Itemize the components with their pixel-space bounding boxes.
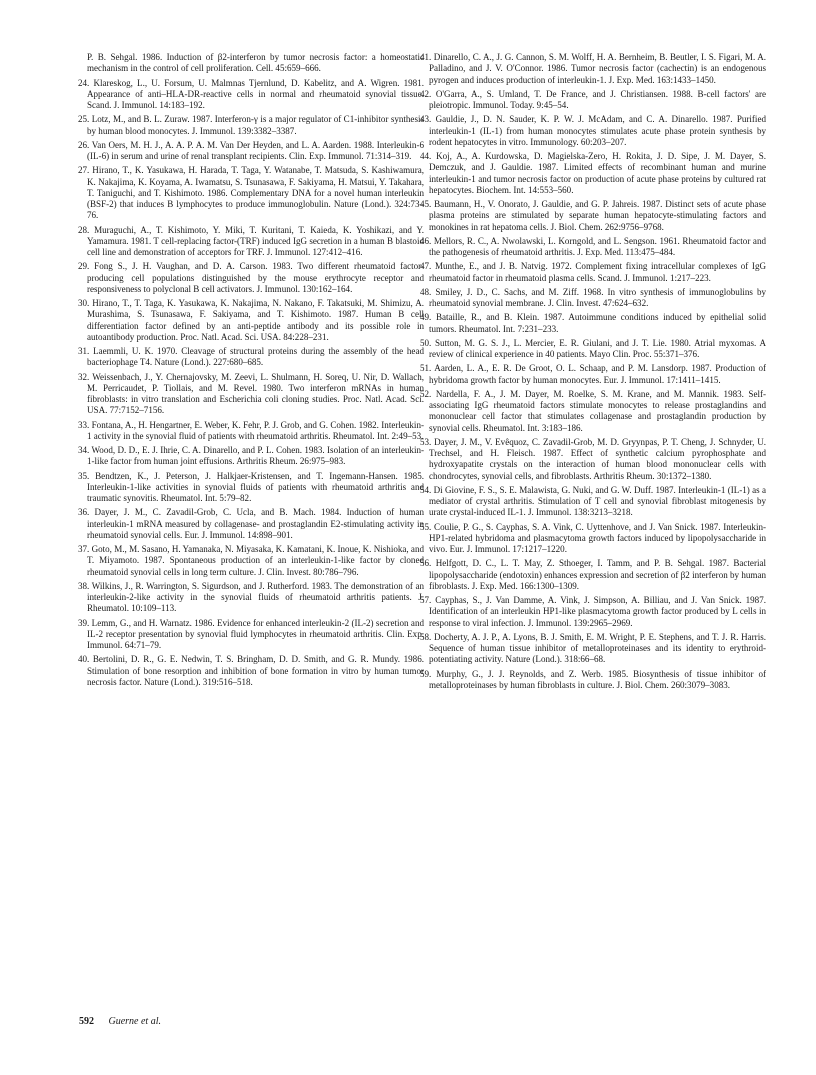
reference-item: 46. Mellors, R. C., A. Nwolawski, L. Korngold, and L. Sengson. 1961. Rheumatoid factor and the pathogenesis of rheumatoid arthritis. J. Exp. Med. 113:475–484. <box>420 235 766 257</box>
reference-item: 28. Muraguchi, A., T. Kishimoto, Y. Miki, T. Kuritani, T. Kaieda, K. Yoshikazi, and Y. Yamamura. 1981. T cell-replacing factor-(TRF) induced IgG secretion in a human B blastoid cell line and demonstration of acceptors for TRF. J. Immunol. 127:412–416. <box>78 224 424 257</box>
reference-item: 52. Nardella, F. A., J. M. Dayer, M. Roelke, S. M. Krane, and M. Mannik. 1983. Self-associating IgG rheumatoid factors stimulate monocytes to release prostaglandins and mononuclear cell factor that stimulates collagenase and prostaglandin production by synovial cells. Rheumatol. Int. 3:183–186. <box>420 388 766 433</box>
reference-item: 25. Lotz, M., and B. L. Zuraw. 1987. Interferon-γ is a major regulator of C1-inhibitor synthesis by human blood monocytes. J. Immunol. 139:3382–3387. <box>78 114 424 136</box>
reference-item: P. B. Sehgal. 1986. Induction of β2-interferon by tumor necrosis factor: a homeostatic mechanism in the control of cell proliferation. Cell. 45:659–666. <box>87 52 424 74</box>
reference-item: 32. Weissenbach, J., Y. Chernajovsky, M. Zeevi, L. Shulmann, H. Soreq, U. Nir, D. Wallach, M. Perricaudet, P. Tiollais, and M. Revel. 1980. Two interferon mRNAs in human fibroblasts: in vitro translation and Escherichia coli cloning studies. Proc. Natl. Acad. Sci. USA. 77:7152–7156. <box>78 371 424 416</box>
reference-item: 37. Goto, M., M. Sasano, H. Yamanaka, N. Miyasaka, K. Kamatani, K. Inoue, K. Nishioka, and T. Miyamoto. 1987. Spontaneous production of an interleukin-1-like factor by cloned rheumatoid synovial cells in long term culture. J. Clin. Invest. 80:786–796. <box>78 544 424 577</box>
running-author: Guerne et al. <box>108 1016 161 1027</box>
reference-item: 55. Coulie, P. G., S. Cayphas, S. A. Vink, C. Uyttenhove, and J. Van Snick. 1987. Interleukin-HP1-related hybridoma and plasmacytoma growth factors induced by lipopolysaccharide in vivo. Eur. J. Immunol. 17:1217–1220. <box>420 521 766 554</box>
reference-item: 47. Munthe, E., and J. B. Natvig. 1972. Complement fixing intracellular complexes of IgG rheumatoid factor in rheumatoid plasma cells. Scand. J. Immunol. 1:217–223. <box>420 261 766 283</box>
reference-item: 44. Koj, A., A. Kurdowska, D. Magielska-Zero, H. Rokita, J. D. Sipe, J. M. Dayer, S. Demczuk, and J. Gauldie. 1987. Limited effects of recombinant human and murine interleukin-1 and tumor necrosis factor on production of acute phase proteins by cultured rat hepatocytes. Biochem. Int. 14:553–560. <box>420 151 766 195</box>
reference-item: 54. Di Giovine, F. S., S. E. Malawista, G. Nuki, and G. W. Duff. 1987. Interleukin-1 (IL-1) as a mediator of crystal arthritis. Stimulation of T cell and synovial fibroblast mitogenesis by urate crystal-induced IL-1. J. Immunol. 138:3213–3218. <box>420 484 766 518</box>
reference-item: 38. Wilkins, J., R. Warrington, S. Sigurdson, and J. Rutherford. 1983. The demonstration of an interleukin-2-like activity in the synovial fluids of rheumatoid arthritis patients. J. Rheumatol. 10:109–113. <box>78 580 424 614</box>
reference-item: 34. Wood, D. D., E. J. Ihrie, C. A. Dinarello, and P. L. Cohen. 1983. Isolation of an interleukin-1-like factor from human joint effusions. Arthritis Rheum. 26:975–983. <box>78 445 424 467</box>
reference-item: 43. Gauldie, J., D. N. Sauder, K. P. W. J. McAdam, and C. A. Dinarello. 1987. Purified interleukin-1 (IL-1) from human monocytes stimulates acute phase protein synthesis by rodent hepatocytes in vitro. Immunology. 60:203–207. <box>420 114 766 147</box>
reference-item: 58. Docherty, A. J. P., A. Lyons, B. J. Smith, E. M. Wright, P. E. Stephens, and T. J. R. Harris. Sequence of human tissue inhibitor of metalloproteinases and its identity to erythroid-potentiating activity. Nature (Lond.). 318:66–68. <box>420 631 766 665</box>
reference-item: 36. Dayer, J. M., C. Zavadil-Grob, C. Ucla, and B. Mach. 1984. Induction of human interleukin-1 mRNA measured by collagenase- and prostaglandin E2-stimulating activity in rheumatoid synovial cells. Eur. J. Immunol. 14:898–901. <box>78 507 424 540</box>
reference-item: 51. Aarden, L. A., E. R. De Groot, O. L. Schaap, and P. M. Lansdorp. 1987. Production of hybridoma growth factor by human monocytes. Eur. J. Immunol. 17:1411–1415. <box>420 363 766 385</box>
reference-item: 56. Helfgott, D. C., L. T. May, Z. Sthoeger, I. Tamm, and P. B. Sehgal. 1987. Bacterial lipopolysaccharide (endotoxin) enhances expression and secretion of β2 interferon by human fibroblasts. J. Exp. Med. 166:1300–1309. <box>420 558 766 591</box>
reference-item: 26. Van Oers, M. H. J., A. A. P. A. M. Van Der Heyden, and L. A. Aarden. 1988. Interleukin-6 (IL-6) in serum and urine of renal transplant recipients. Clin. Exp. Immunol. 71:314–319. <box>78 139 424 161</box>
reference-item: 49. Bataille, R., and B. Klein. 1987. Autoimmune conditions induced by epithelial solid tumors. Rheumatol. Int. 7:231–233. <box>420 312 766 334</box>
reference-item: 31. Laemmli, U. K. 1970. Cleavage of structural proteins during the assembly of the head bacteriophage T4. Nature (Lond.). 227:680–685. <box>78 346 424 368</box>
reference-item: 45. Baumann, H., V. Onorato, J. Gauldie, and G. P. Jahreis. 1987. Distinct sets of acute phase plasma proteins are stimulated by separate human hepatocyte-stimulating factors and monokines in rat hepatoma cells. J. Biol. Chem. 262:9756–9768. <box>420 199 766 232</box>
page-footer <box>79 1016 161 1027</box>
reference-column-left <box>78 52 424 691</box>
reference-item: 33. Fontana, A., H. Hengartner, E. Weber, K. Fehr, P. J. Grob, and G. Cohen. 1982. Interleukin-1 activity in the synovial fluid of patients with rheumatoid arthritis. Rheumatol. Int. 2:49–53. <box>78 419 424 441</box>
reference-item: 42. O'Garra, A., S. Umland, T. De France, and J. Christiansen. 1988. B-cell factors' are pleiotropic. Immunol. Today. 9:45–54. <box>420 88 766 110</box>
reference-item: 48. Smiley, J. D., C. Sachs, and M. Ziff. 1968. In vitro synthesis of immunoglobulins by rheumatoid synovial membrane. J. Clin. Invest. 47:624–632. <box>420 286 766 308</box>
reference-item: 35. Bendtzen, K., J. Peterson, J. Halkjaer-Kristensen, and T. Ingemann-Hansen. 1985. Interleukin-1-like activities in synovial fluids of patients with rheumatoid arthritis and traumatic synovitis. Rheumatol. Int. 5:79–82. <box>78 470 424 503</box>
reference-item: 27. Hirano, T., K. Yasukawa, H. Harada, T. Taga, Y. Watanabe, T. Matsuda, S. Kashiwamura, K. Nakajima, K. Koyama, A. Iwamatsu, S. Tsunasawa, F. Sakiyama, H. Matsui, Y. Takahara, T. Taniguchi, and T. Kishimoto. 1986. Complementary DNA for a novel human interleukin (BSF-2) that induces B lymphocytes to produce immunoglobulin. Nature (Lond.). 324:73–76. <box>78 165 424 221</box>
reference-item: 41. Dinarello, C. A., J. G. Cannon, S. M. Wolff, H. A. Bernheim, B. Beutler, I. S. Figari, M. A. Palladino, and J. V. O'Connor. 1986. Tumor necrosis factor (cachectin) is an endogenous pyrogen and induces production of interleukin-1. J. Exp. Med. 163:1433–1450. <box>420 52 766 85</box>
reference-item: 40. Bertolini, D. R., G. E. Nedwin, T. S. Bringham, D. D. Smith, and G. R. Mundy. 1986. Stimulation of bone resorption and inhibition of bone formation in vitro by human tumor necrosis factor. Nature (Lond.). 319:516–518. <box>78 654 424 687</box>
reference-item: 50. Sutton, M. G. S. J., L. Mercier, E. R. Giulani, and J. T. Lie. 1980. Atrial myxomas. A review of clinical experience in 40 patients. Mayo Clin. Proc. 55:371–376. <box>420 337 766 359</box>
reference-item: 39. Lemm, G., and H. Warnatz. 1986. Evidence for enhanced interleukin-2 (IL-2) secretion and IL-2 receptor presentation by synovial fluid lymphocytes in rheumatoid arthritis. Clin. Exp. Immunol. 64:71–79. <box>78 617 424 650</box>
page-number: 592 <box>79 1016 94 1027</box>
reference-item: 30. Hirano, T., T. Taga, K. Yasukawa, K. Nakajima, N. Nakano, F. Takatsuki, M. Shimizu, A. Murashima, S. Tsunasawa, F. Sakiyama, and T. Kishimoto. 1987. Human B cell differentiation factor defined by an anti-peptide antibody and its possible role in autoantibody production. Proc. Natl. Acad. Sci. USA. 84:228–231. <box>78 298 424 342</box>
reference-item: 53. Dayer, J. M., V. Evêquoz, C. Zavadil-Grob, M. D. Gryynpas, P. T. Cheng, J. Schnyder, U. Trechsel, and H. Fleisch. 1987. Effect of synthetic calcium pyrophosphate and hydroxyapatite crystals on the interaction of human blood mononuclear cells with chondrocytes, synovial cells, and fibroblasts. Arthritis Rheum. 30:1372–1380. <box>420 436 766 481</box>
reference-item: 29. Fong S., J. H. Vaughan, and D. A. Carson. 1983. Two different rheumatoid factor-producing cell populations distinguished by the mouse erythrocyte receptor and responsiveness to polyclonal B cell activators. J. Immunol. 130:162–164. <box>78 261 424 294</box>
reference-item: 24. Klareskog, L., U. Forsum, U. Malmnas Tjernlund, D. Kabelitz, and A. Wigren. 1981. Appearance of anti–HLA-DR-reactive cells in normal and rheumatoid synovial tissue. Scand. J. Immunol. 14:183–192. <box>78 77 424 110</box>
reference-item: 57. Cayphas, S., J. Van Damme, A. Vink, J. Simpson, A. Billiau, and J. Van Snick. 1987. Identification of an interleukin HP1-like plasmacytoma growth factor produced by L cells in response to viral infection. J. Immunol. 139:2965–2969. <box>420 595 766 628</box>
reference-column-right <box>420 52 766 694</box>
reference-item: 59. Murphy, G., J. J. Reynolds, and Z. Werb. 1985. Biosynthesis of tissue inhibitor of metalloproteinases by human fibroblasts in culture. J. Biol. Chem. 260:3079–3083. <box>420 668 766 690</box>
